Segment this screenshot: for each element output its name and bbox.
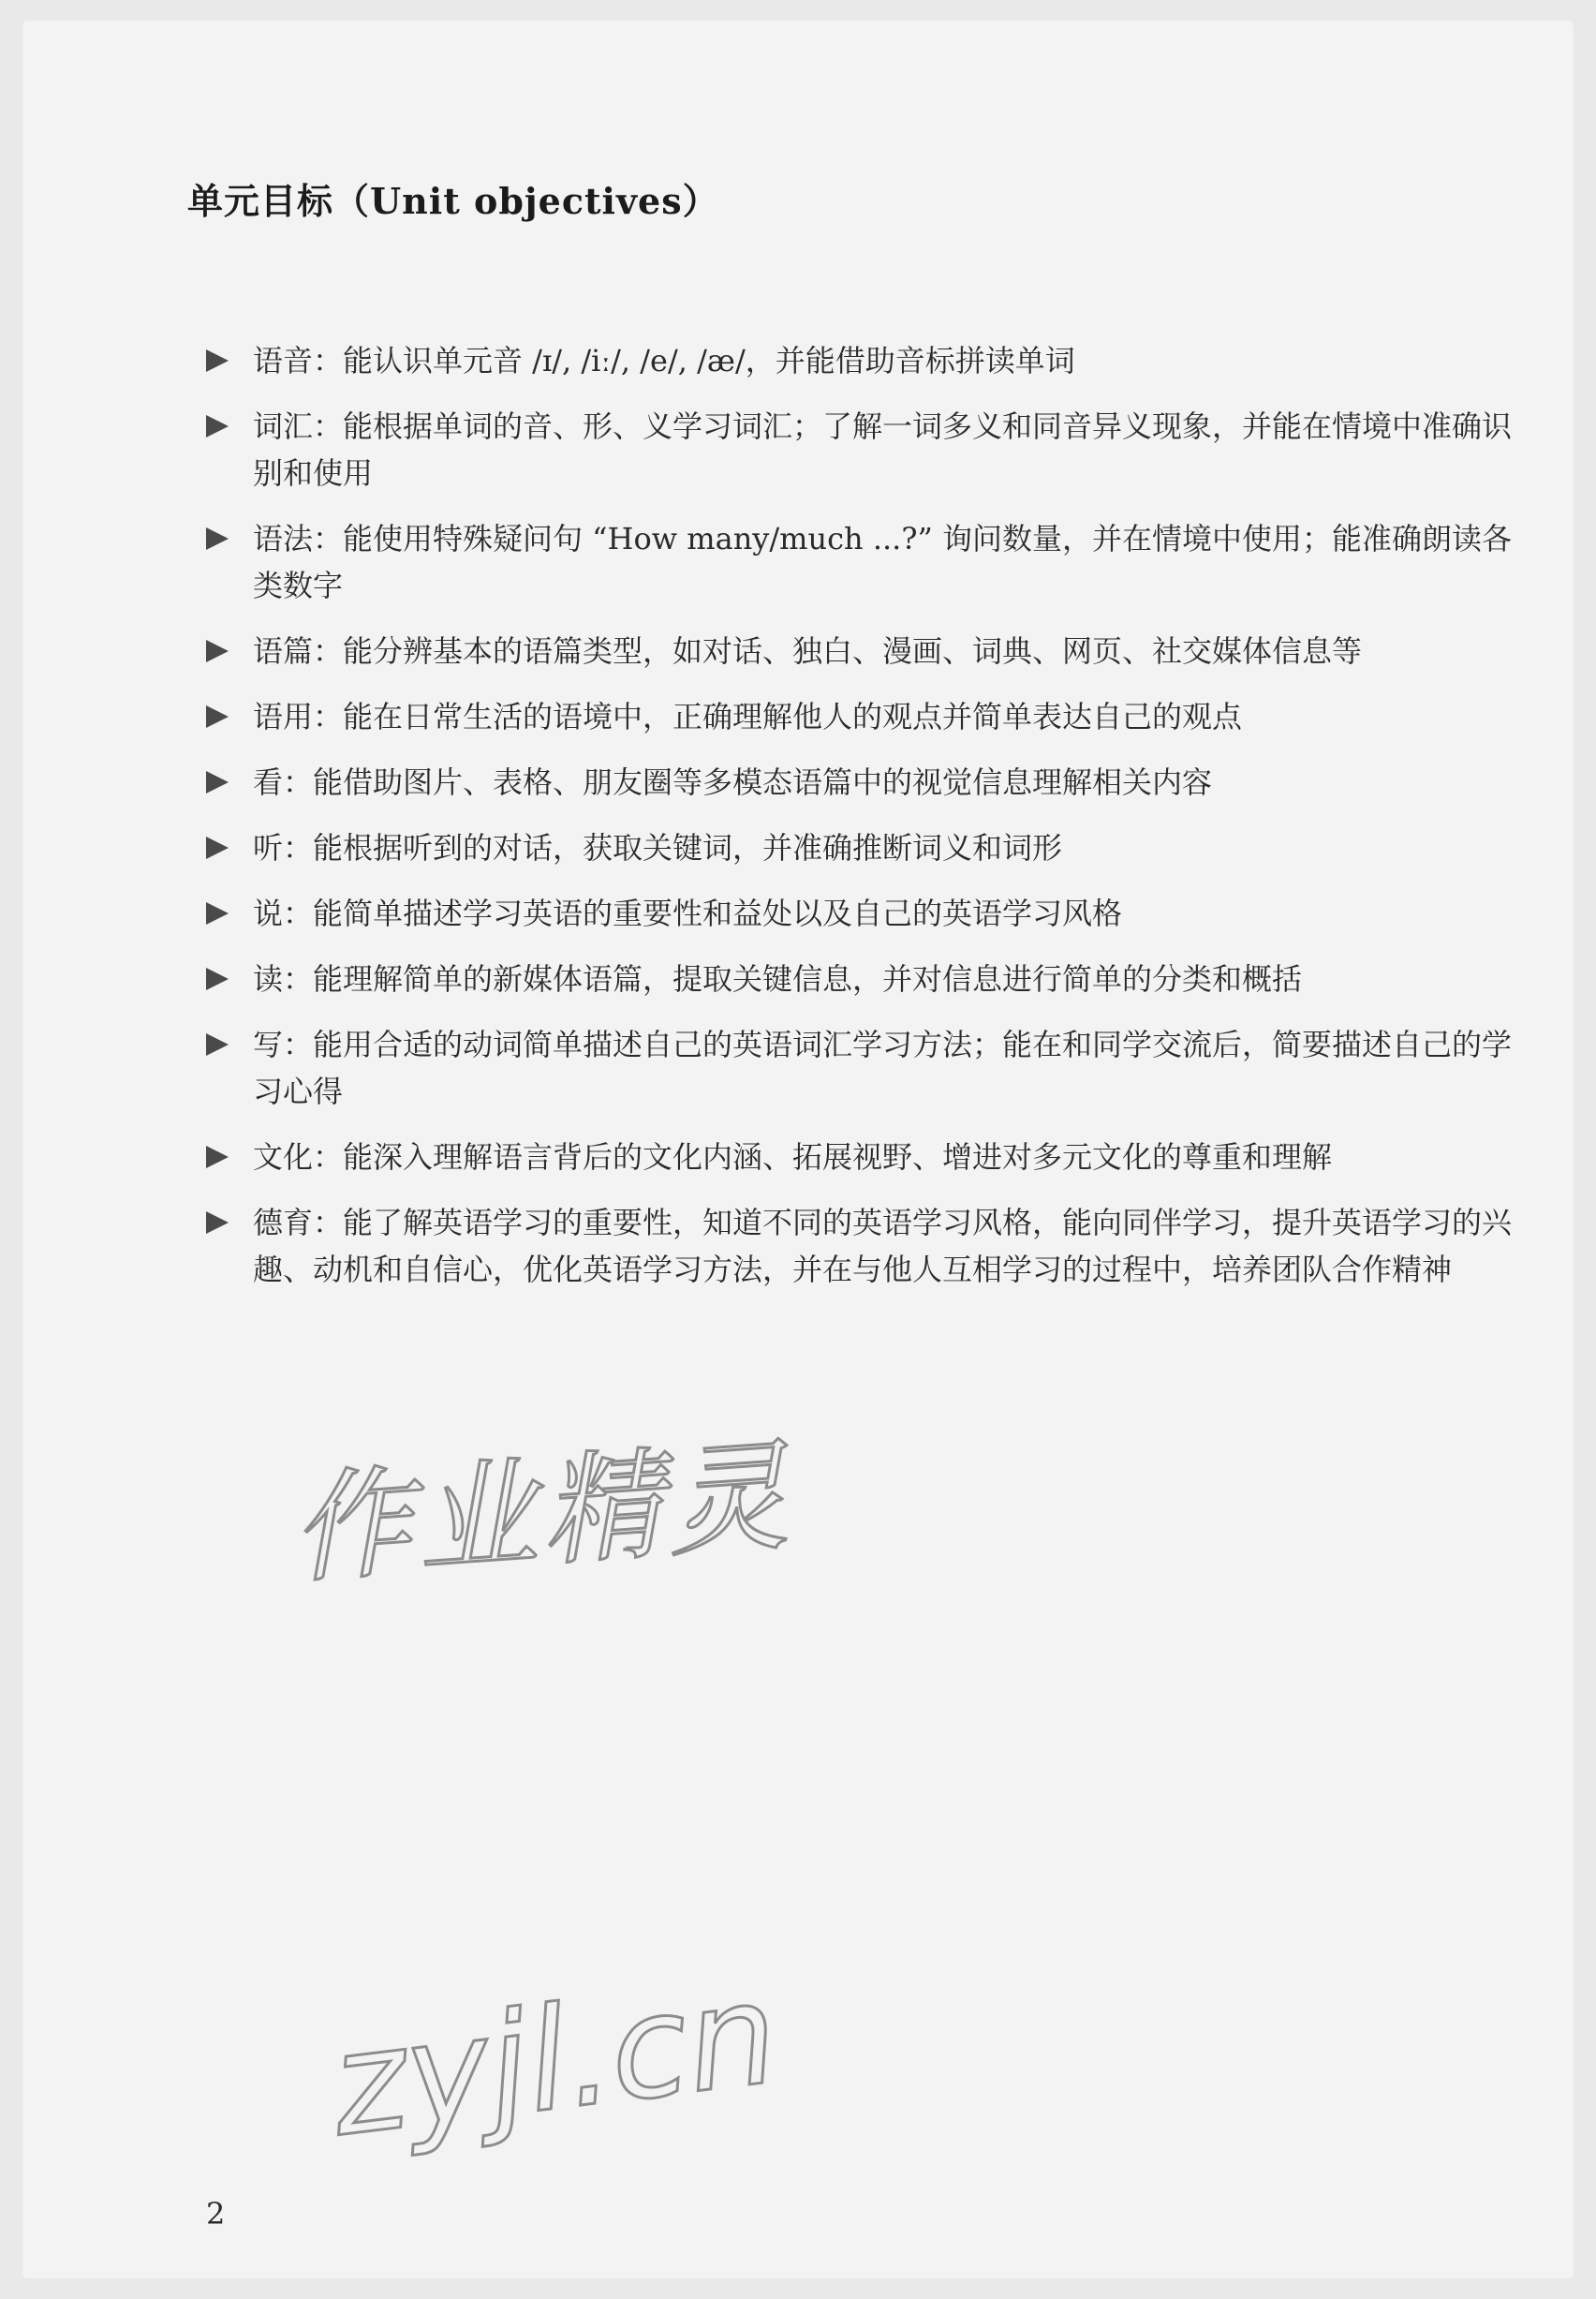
objective-item xyxy=(206,1199,1517,1293)
objective-item xyxy=(206,824,1517,871)
objective-item xyxy=(206,956,1517,1002)
triangle-right-icon xyxy=(206,837,229,859)
triangle-right-icon xyxy=(206,968,229,990)
watermark-text: 作业精灵 xyxy=(287,1426,798,1601)
triangle-right-icon xyxy=(206,1211,229,1234)
triangle-right-icon xyxy=(206,415,229,438)
page-number: 2 xyxy=(206,2196,226,2232)
triangle-right-icon xyxy=(206,1033,229,1056)
objective-item xyxy=(206,1021,1517,1115)
objective-text: 听：能根据听到的对话，获取关键词，并准确推断词义和词形 xyxy=(253,830,1063,866)
objective-text: 词汇：能根据单词的音、形、义学习词汇；了解一词多义和同音异义现象，并能在情境中准确识别和使用 xyxy=(253,408,1513,491)
objective-item xyxy=(206,337,1517,384)
objective-text: 写：能用合适的动词简单描述自己的英语词汇学习方法；能在和同学交流后，简要描述自己的学习心得 xyxy=(253,1027,1513,1109)
triangle-right-icon xyxy=(206,902,229,925)
objective-item xyxy=(206,890,1517,937)
objective-text: 语篇：能分辨基本的语篇类型，如对话、独白、漫画、词典、网页、社交媒体信息等 xyxy=(253,633,1363,669)
triangle-right-icon xyxy=(206,349,229,372)
objective-text: 语用：能在日常生活的语境中，正确理解他人的观点并简单表达自己的观点 xyxy=(253,699,1243,734)
objective-text: 德育：能了解英语学习的重要性，知道不同的英语学习风格，能向同伴学习，提升英语学习的兴趣、动机和自信心，优化英语学习方法，并在与他人互相学习的过程中，培养团队合作精神 xyxy=(253,1205,1513,1287)
objective-item xyxy=(206,693,1517,740)
objective-text: 说：能简单描述学习英语的重要性和益处以及自己的英语学习风格 xyxy=(253,896,1123,931)
document-page xyxy=(22,21,1574,2278)
watermark-url: zyjl.cn xyxy=(323,1951,786,2169)
triangle-right-icon xyxy=(206,705,229,728)
objective-item xyxy=(206,403,1517,497)
objective-text: 语法：能使用特殊疑问句 “How many/much ...?” 询问数量，并在情境中使用；能准确朗读各类数字 xyxy=(253,521,1513,603)
objective-item xyxy=(206,759,1517,806)
objective-item xyxy=(206,628,1517,675)
objective-text: 看：能借助图片、表格、朋友圈等多模态语篇中的视觉信息理解相关内容 xyxy=(253,764,1213,800)
objective-text: 读：能理解简单的新媒体语篇，提取关键信息，并对信息进行简单的分类和概括 xyxy=(253,961,1303,997)
objective-text: 文化：能深入理解语言背后的文化内涵、拓展视野、增进对多元文化的尊重和理解 xyxy=(253,1139,1333,1175)
objectives-list xyxy=(206,337,1517,1312)
page-title: 单元目标（Unit objectives） xyxy=(187,180,719,222)
triangle-right-icon xyxy=(206,771,229,794)
objective-item xyxy=(206,515,1517,609)
triangle-right-icon xyxy=(206,640,229,662)
objective-item xyxy=(206,1134,1517,1180)
triangle-right-icon xyxy=(206,527,229,550)
objective-text: 语音：能认识单元音 /ɪ/, /iː/, /e/, /æ/，并能借助音标拼读单词 xyxy=(253,343,1075,378)
triangle-right-icon xyxy=(206,1146,229,1168)
